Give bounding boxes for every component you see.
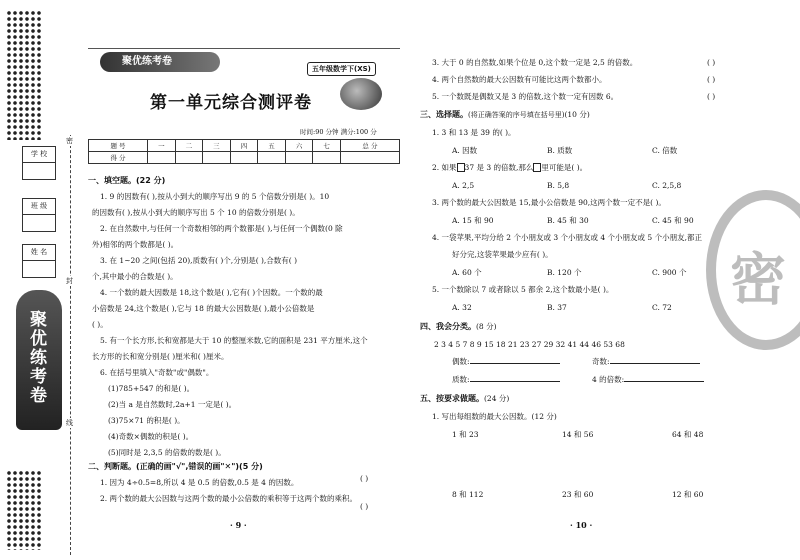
question-line: 4. 一个数的最大因数是 18,这个数是( ),它有( )个因数。一个数的最 [100, 288, 323, 297]
choice-3-opt-b[interactable]: B. 45 和 30 [547, 216, 589, 225]
judge-3-paren[interactable]: ( ) [707, 58, 716, 67]
score-input-cell[interactable] [313, 152, 341, 164]
question-line: ( )。 [92, 320, 108, 329]
time-score-info: 时间:90 分钟 满分:100 分 [300, 128, 377, 136]
score-header-cell: 三 [203, 140, 231, 152]
seal-char-feng: 封 [66, 277, 73, 285]
choice-5-opt-b[interactable]: B. 37 [547, 303, 567, 312]
choice-2-opt-b[interactable]: B. 5,8 [547, 181, 570, 190]
judge-5-paren[interactable]: ( ) [707, 92, 716, 101]
score-value-row [89, 152, 400, 164]
gcd-pair: 14 和 56 [562, 430, 594, 439]
question-line: (3)75×71 的积是( )。 [108, 416, 185, 425]
question-line: (2)当 a 是自然数时,2a+1 一定是( )。 [108, 400, 237, 409]
gcd-pair: 23 和 60 [562, 490, 594, 499]
school-label: 学 校 [23, 147, 55, 163]
task-1: 1. 写出每组数的最大公因数。(12 分) [432, 412, 557, 421]
score-input-cell[interactable] [340, 152, 399, 164]
judge-5: 5. 一个数既是偶数又是 3 的倍数,这个数一定有因数 6。 [432, 92, 619, 101]
choice-3: 3. 两个数的最大公因数是 15,最小公倍数是 90,这两个数一定不是( )。 [432, 198, 666, 207]
score-table [88, 139, 400, 164]
binding-strip [0, 0, 82, 560]
question-line: 6. 在括号里填入"奇数"或"偶数"。 [100, 368, 214, 377]
score-header-cell: 题 号 [89, 140, 148, 152]
question-line: (4)奇数×偶数的积是( )。 [108, 432, 194, 441]
judge-2-paren[interactable]: ( ) [360, 502, 369, 511]
gcd-pair: 64 和 48 [672, 430, 704, 439]
judge-4-paren[interactable]: ( ) [707, 75, 716, 84]
judge-1-paren[interactable]: ( ) [360, 474, 369, 483]
choice-4-opt-c[interactable]: C. 900 个 [652, 268, 687, 277]
class-field[interactable] [22, 198, 56, 232]
score-input-cell[interactable] [285, 152, 313, 164]
score-input-cell[interactable] [230, 152, 258, 164]
choice-2-opt-a[interactable]: A. 2,5 [452, 181, 475, 190]
score-header-cell: 五 [258, 140, 286, 152]
gcd-pair: 1 和 23 [452, 430, 479, 439]
multiple4-answer-line[interactable] [624, 381, 704, 382]
choice-4-opt-a[interactable]: A. 60 个 [452, 268, 482, 277]
section-task-title: 五、按要求做题。(24 分) [420, 394, 510, 403]
digit-box-1 [457, 163, 465, 172]
choice-1: 1. 3 和 13 是 39 的( )。 [432, 128, 516, 137]
binding-holes-top [6, 10, 42, 140]
even-label: 偶数: [452, 357, 560, 367]
choice-3-opt-c[interactable]: C. 45 和 90 [652, 216, 694, 225]
seal-line [70, 135, 71, 555]
score-input-cell[interactable] [258, 152, 286, 164]
judge-4: 4. 两个自然数的最大公因数有可能比这两个数都小。 [432, 75, 607, 84]
question-line: 1. 因为 4÷0.5=8,所以 4 是 0.5 的倍数,0.5 是 4 的因数。 [100, 478, 299, 487]
question-line: 2. 在自然数中,与任何一个奇数相邻的两个数都是( ),与任何一个偶数(0 除 [100, 224, 343, 233]
school-field[interactable] [22, 146, 56, 180]
question-line: 长方形的长和宽分别是( )厘米和( )厘米。 [92, 352, 229, 361]
score-header-cell: 七 [313, 140, 341, 152]
question-line: (1)785+547 的和是( )。 [108, 384, 195, 393]
name-label: 姓 名 [23, 245, 55, 261]
score-header-cell: 总 分 [340, 140, 399, 152]
odd-answer-line[interactable] [610, 363, 700, 364]
gcd-pair: 8 和 112 [452, 490, 484, 499]
page-title: 第一单元综合测评卷 [150, 93, 312, 113]
judge-3: 3. 大于 0 的自然数,如果个位是 0,这个数一定是 2,5 的倍数。 [432, 58, 638, 67]
question-line: 小倍数是 24,这个数是( ),它与 18 的最大公因数是( ),最小公倍数是 [92, 304, 315, 313]
question-line: 5. 有一个长方形,长和宽都是大于 10 的整厘米数,它的面积是 231 平方厘米,这个 [100, 336, 368, 345]
section-classify-title: 四、我会分类。(8 分) [420, 322, 497, 331]
choice-5: 5. 一个数除以 7 或者除以 5 都余 2,这个数最小是( )。 [432, 285, 614, 294]
question-line: 外)相邻的两个数都是( )。 [92, 240, 179, 249]
page-number-right: · 10 · [570, 520, 593, 530]
choice-3-opt-a[interactable]: A. 15 和 90 [452, 216, 494, 225]
even-answer-line[interactable] [470, 363, 560, 364]
section-title: 一、填空题。(22 分) [88, 176, 166, 185]
choice-4-line2: 好分完,这袋苹果最少应有( )。 [452, 250, 553, 259]
class-label: 班 级 [23, 199, 55, 215]
question-line: 个,其中最小的合数是( )。 [92, 272, 178, 281]
classify-numbers: 2 3 4 5 7 8 9 15 18 21 23 27 29 32 41 44 46 53 68 [434, 340, 625, 349]
question-line: 2. 两个数的最大公因数与这两个数的最小公倍数的乘积等于这两个数的乘积。 [100, 494, 358, 503]
odd-label: 奇数: [592, 357, 700, 367]
name-field[interactable] [22, 244, 56, 278]
gcd-pair: 12 和 60 [672, 490, 704, 499]
score-row-label: 得 分 [89, 152, 148, 164]
choice-4-line1: 4. 一袋苹果,平均分给 2 个小朋友或 3 个小朋友或 4 个小朋友或 5 个小朋友,都正 [432, 233, 702, 242]
multiple4-label: 4 的倍数: [592, 375, 704, 385]
confidential-stamp: 密 [706, 190, 800, 350]
score-header-cell: 四 [230, 140, 258, 152]
choice-5-opt-a[interactable]: A. 32 [452, 303, 472, 312]
binding-holes-bottom [6, 470, 42, 550]
score-header-cell: 一 [148, 140, 176, 152]
vertical-brand-text: 聚优练考卷 [26, 310, 46, 405]
section-title: 二、判断题。(正确的画"√",错误的画"✕")(5 分) [88, 462, 263, 471]
score-header-cell: 六 [285, 140, 313, 152]
seal-char-xian: 线 [66, 419, 73, 427]
question-line: 1. 9 的因数有( ),按从小到大的顺序写出 9 的 5 个倍数分别是( )。10 [100, 192, 330, 201]
score-header-row [89, 140, 400, 152]
prime-answer-line[interactable] [470, 381, 560, 382]
question-line: 3. 在 1~20 之间(包括 20),质数有( )个,分别是( ),合数有( ) [100, 256, 298, 265]
choice-1-opt-a[interactable]: A. 因数 [452, 146, 478, 155]
question-line: 的因数有( ),按从小到大的顺序写出 5 个 10 的倍数分别是( )。 [92, 208, 300, 217]
brand-logo: 聚优练考卷 [100, 52, 220, 72]
score-header-cell: 二 [175, 140, 203, 152]
choice-4-opt-b[interactable]: B. 120 个 [547, 268, 582, 277]
seal-char-mi: 密 [66, 137, 73, 145]
vertical-brand-logo [16, 290, 62, 430]
question-line: (5)同时是 2,3,5 的倍数的数是( )。 [108, 448, 226, 457]
section-choice-title: 三、选择题。(将正确答案的序号填在括号里)(10 分) [420, 110, 590, 119]
score-input-cell[interactable] [175, 152, 203, 164]
mascot-illustration [340, 78, 382, 110]
choice-1-opt-c[interactable]: C. 倍数 [652, 146, 678, 155]
score-input-cell[interactable] [203, 152, 231, 164]
choice-1-opt-b[interactable]: B. 质数 [547, 146, 573, 155]
grade-badge: 五年级数学下(XS) [307, 62, 376, 76]
score-input-cell[interactable] [148, 152, 176, 164]
prime-label: 质数: [452, 375, 560, 385]
choice-2: 2. 如果 37 是 3 的倍数,那么 里可能是( )。 [432, 163, 588, 172]
choice-5-opt-c[interactable]: C. 72 [652, 303, 672, 312]
page-number-left: · 9 · [230, 520, 247, 530]
choice-2-opt-c[interactable]: C. 2,5,8 [652, 181, 682, 190]
